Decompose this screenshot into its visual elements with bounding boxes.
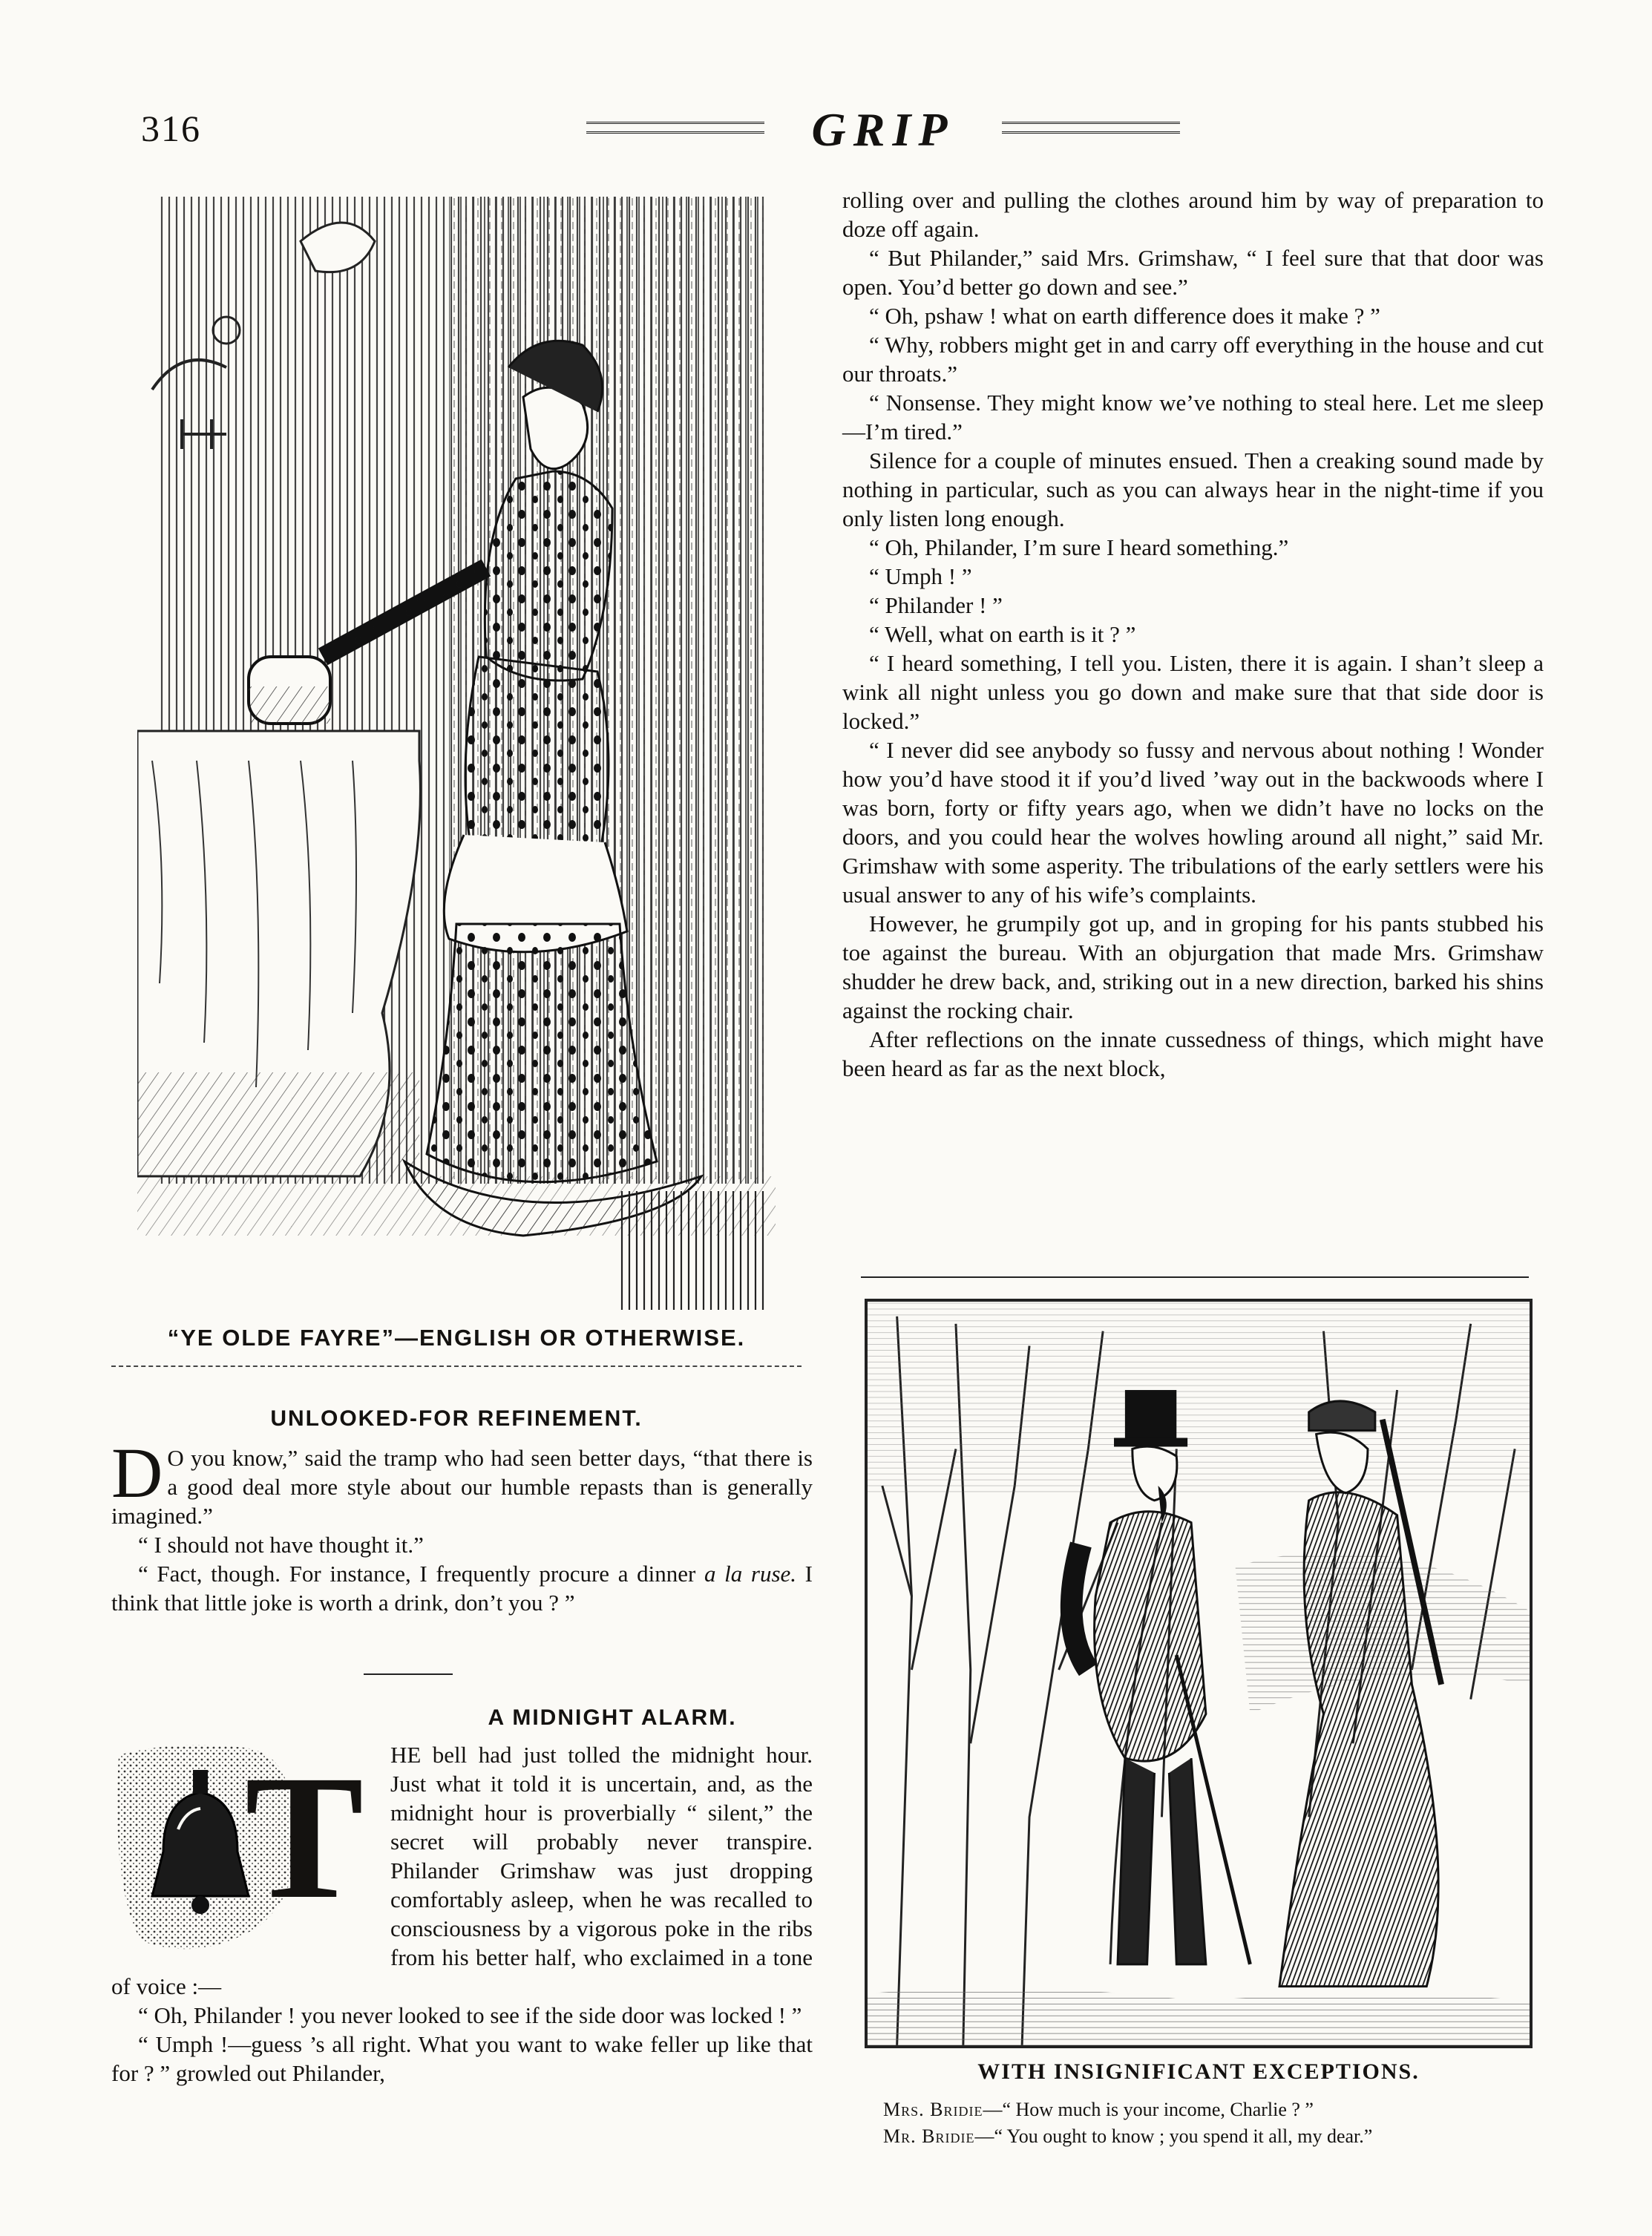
article2-paragraph-1: T HE bell had just tolled the midnight hour. Just what it told it is uncertain, and, as the midnight hour is proverbially “ silent,” the secret will probably never transpire. Philander Grimshaw was just dropping comfortably asleep, when he was recalled to consciousness by a vigorous poke in the ribs from his better half, who exclaimed in a tone of voice :—: [111, 1738, 813, 1999]
couple-in-woods-drawing: [868, 1302, 1530, 2045]
article1-paragraph-1: D O you know,” said the tramp who had seen better days, “that there is a good deal more style about our humble repasts than is generally imagined.”: [111, 1433, 813, 1529]
article2-paragraph-2: “ Oh, Philander ! you never looked to see if the side door was locked ! ”: [138, 2002, 802, 2028]
rc-paragraph-1: rolling over and pulling the clothes around him by way of preparation to doze off again.: [842, 187, 1544, 242]
masthead-rule-left: [586, 122, 764, 134]
column-end-rule: [861, 1276, 1529, 1278]
rc-paragraph-14: After reflections on the innate cussedness of things, which might have been heard as far as the next block,: [842, 1026, 1544, 1081]
rc-paragraph-6: Silence for a couple of minutes ensued. Then a creaking sound made by nothing in particular, such as you can always hear in the night-time if you only listen long enough.: [842, 447, 1544, 531]
article-heading-unlooked-for-refinement: UNLOOKED-FOR REFINEMENT.: [270, 1406, 643, 1431]
bell-dropcap-illustration: [111, 1740, 378, 1963]
article-midnight-alarm: [111, 1740, 813, 2088]
masthead-rule-right: [1002, 122, 1180, 134]
illustration-caption-right: WITH INSIGNIFICANT EXCEPTIONS.: [977, 2059, 1420, 2084]
rc-paragraph-8: “ Umph ! ”: [869, 563, 972, 589]
article2-paragraph-3: “ Umph !—guess ’s all right. What you want to wake feller up like that for ? ” growled out Philander,: [111, 2031, 813, 2086]
illustration-with-insignificant-exceptions: [865, 1299, 1533, 2048]
short-divider: [364, 1673, 453, 1675]
rc-paragraph-3: “ Oh, pshaw ! what on earth difference does it make ? ”: [869, 303, 1380, 329]
rc-paragraph-11: “ I heard something, I tell you. Listen, there it is again. I shan’t sleep a wink all night unless you go down and make sure that that side door is locked.”: [842, 650, 1544, 734]
dropcap-t: T: [244, 1738, 364, 1935]
rc-paragraph-7: “ Oh, Philander, I’m sure I heard something.”: [869, 534, 1289, 560]
rc-paragraph-5: “ Nonsense. They might know we’ve nothing to steal here. Let me sleep —I’m tired.”: [842, 390, 1544, 445]
caption-rule-left: [111, 1365, 802, 1367]
article1-paragraph-3: “ Fact, though. For instance, I frequently procure a dinner a la ruse. I think that little joke is worth a drink, don’t you ? ”: [111, 1561, 813, 1616]
article-unlooked-for-refinement: [111, 1433, 813, 1617]
rc-paragraph-10: “ Well, what on earth is it ? ”: [869, 621, 1136, 647]
rc-paragraph-4: “ Why, robbers might get in and carry off everything in the house and cut our throats.”: [842, 332, 1544, 387]
illustration-caption-left: “YE OLDE FAYRE”—ENGLISH OR OTHERWISE.: [167, 1325, 746, 1351]
masthead-title-block: [586, 104, 1180, 163]
illustration-ye-olde-fayre: [137, 197, 776, 1310]
dialogue-credits: [883, 2096, 1536, 2150]
rc-paragraph-12: “ I never did see anybody so fussy and nervous about nothing ! Wonder how you’d have stood it if you’d lived ’way out in the backwoods where I was born, forty or fifty years ago, when we didn’t have no locks on the doors, and you could hear the wolves howling around all night,” said Mr. Grimshaw with some asperity. The tribulations of the early settlers were his usual answer to any of his wife’s complaints.: [842, 737, 1544, 908]
dropcap-d: D: [111, 1433, 163, 1512]
article1-paragraph-2: “ I should not have thought it.”: [138, 1532, 424, 1558]
page-number: 316: [141, 108, 201, 149]
dialogue-line-mr-bridie: Mr. Bridie—“ You ought to know ; you spend it all, my dear.”: [883, 2125, 1373, 2147]
publication-title: GRIP: [811, 103, 955, 156]
article-midnight-alarm-continued: [842, 186, 1544, 1083]
article-heading-midnight-alarm: A MIDNIGHT ALARM.: [488, 1705, 737, 1730]
rc-paragraph-9: “ Philander ! ”: [869, 592, 1003, 618]
rc-paragraph-2: “ But Philander,” said Mrs. Grimshaw, “ I feel sure that that door was open. You’d better go down and see.”: [842, 245, 1544, 300]
rc-paragraph-13: However, he grumpily got up, and in groping for his pants stubbed his toe against the bureau. With an objurgation that made Mrs. Grimshaw shudder he drew back, and, striking out in a new direction, barked his shins against the rocking chair.: [842, 911, 1544, 1023]
dialogue-line-mrs-bridie: Mrs. Bridie—“ How much is your income, Charlie ? ”: [883, 2099, 1314, 2120]
masthead: [141, 104, 1551, 163]
woman-at-mirror-drawing: [137, 197, 776, 1310]
